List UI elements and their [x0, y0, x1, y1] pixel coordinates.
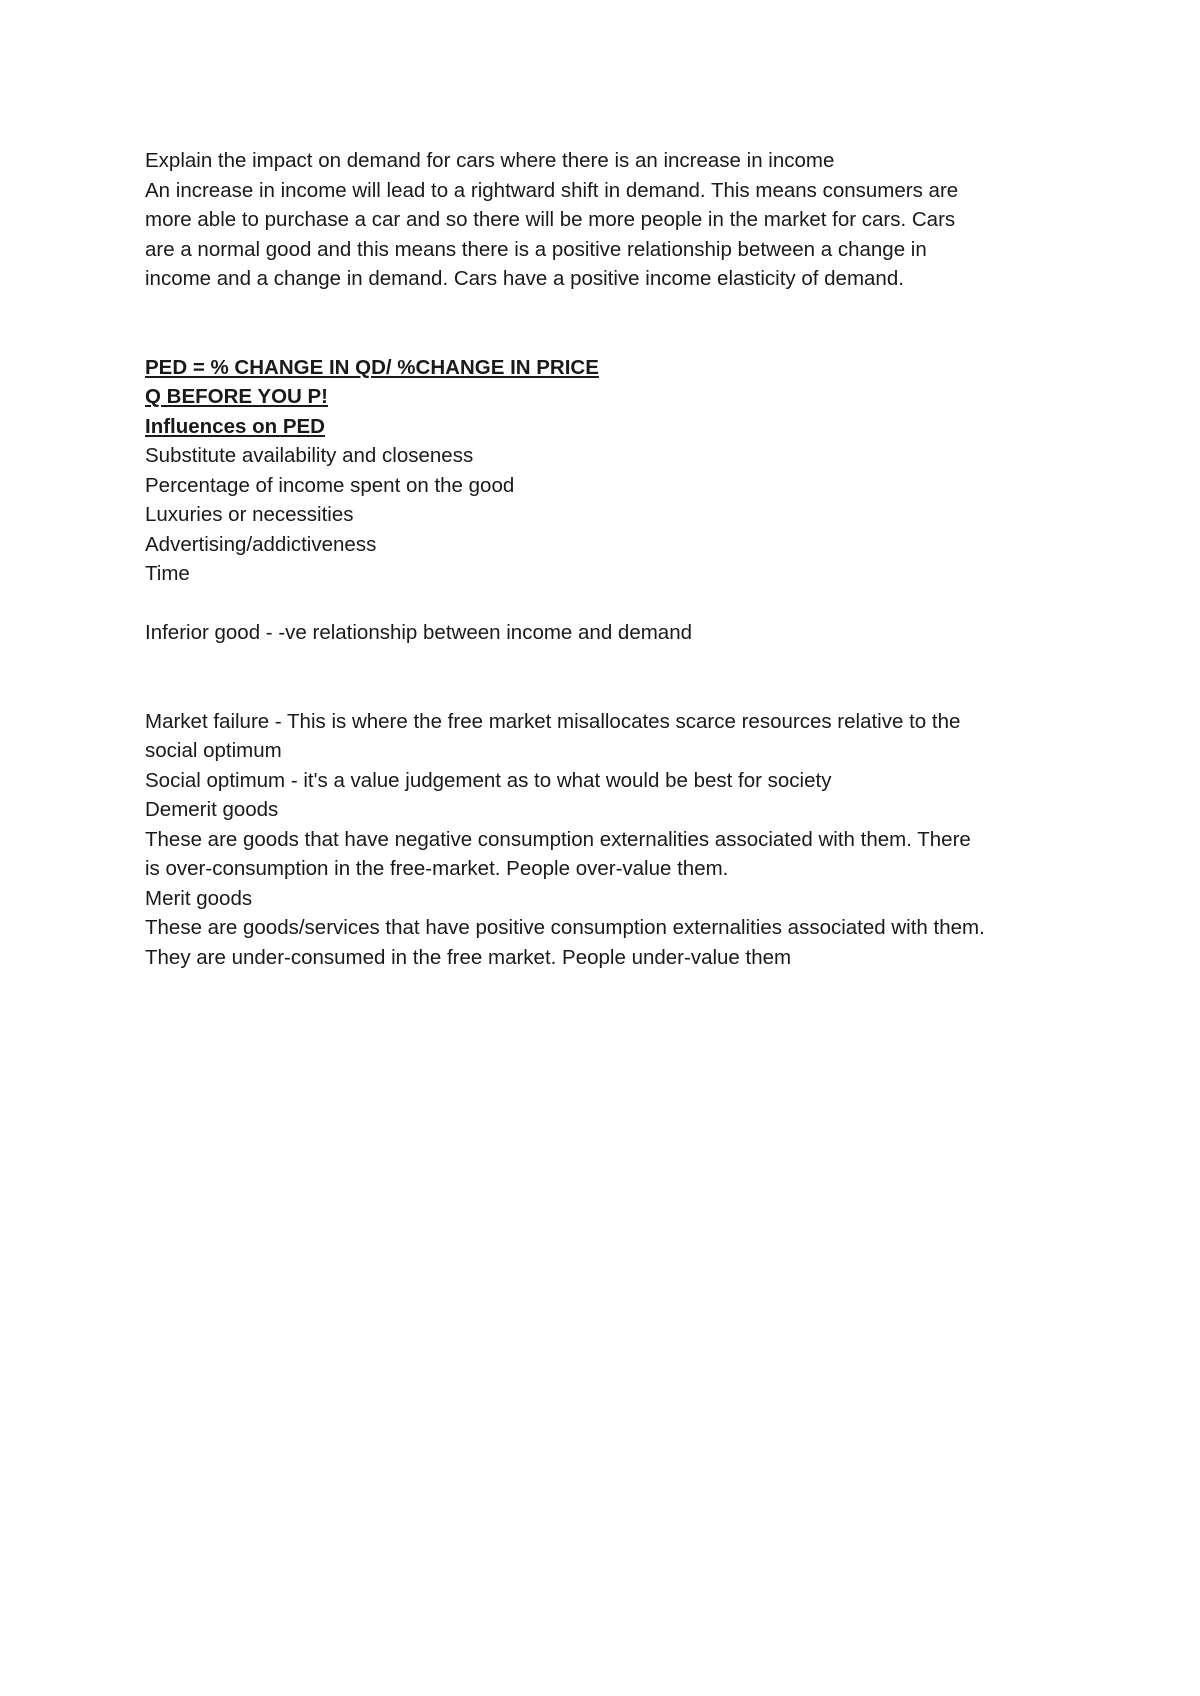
merit-heading: Merit goods: [145, 886, 253, 910]
influences-heading: Influences on PED: [145, 414, 325, 438]
demerit-line: These are goods that have negative consumption externalities associated with them. There: [145, 827, 971, 851]
demerit-heading: Demerit goods: [145, 798, 279, 821]
influence-item: Time: [145, 562, 190, 585]
ped-mnemonic: Q BEFORE YOU P!: [145, 385, 329, 408]
demerit-line: is over-consumption in the free-market. People over-value them.: [145, 857, 729, 880]
influence-item: Percentage of income spent on the good: [145, 473, 515, 497]
social-optimum-text: Social optimum - it's a value judgement as to what would be best for society: [145, 768, 832, 792]
document-body: [145, 146, 1075, 972]
influence-item: Luxuries or necessities: [145, 503, 354, 526]
spacer: [145, 294, 1075, 353]
spacer: [145, 589, 1075, 619]
influence-item: Substitute availability and closeness: [145, 444, 474, 467]
merit-line: They are under-consumed in the free market. People under-value them: [145, 945, 792, 969]
market-failure-line: social optimum: [145, 739, 282, 762]
ped-formula: PED = % CHANGE IN QD/ %CHANGE IN PRICE: [145, 355, 599, 379]
answer-line: income and a change in demand. Cars have a positive income elasticity of demand.: [145, 267, 904, 290]
influence-item: Advertising/addictiveness: [145, 532, 377, 556]
answer-line: more able to purchase a car and so there will be more people in the market for cars. Cars: [145, 208, 956, 231]
question-text: Explain the impact on demand for cars where there is an increase in income: [145, 149, 835, 172]
inferior-good-text: Inferior good - -ve relationship between income and demand: [145, 621, 692, 644]
answer-line: An increase in income will lead to a rightward shift in demand. This means consumers are: [145, 178, 959, 202]
merit-line: These are goods/services that have positive consumption externalities associated with them.: [145, 916, 985, 939]
spacer: [145, 648, 1075, 707]
market-failure-line: Market failure - This is where the free market misallocates scarce resources relative to the: [145, 709, 961, 733]
answer-line: are a normal good and this means there is a positive relationship between a change in: [145, 237, 927, 261]
